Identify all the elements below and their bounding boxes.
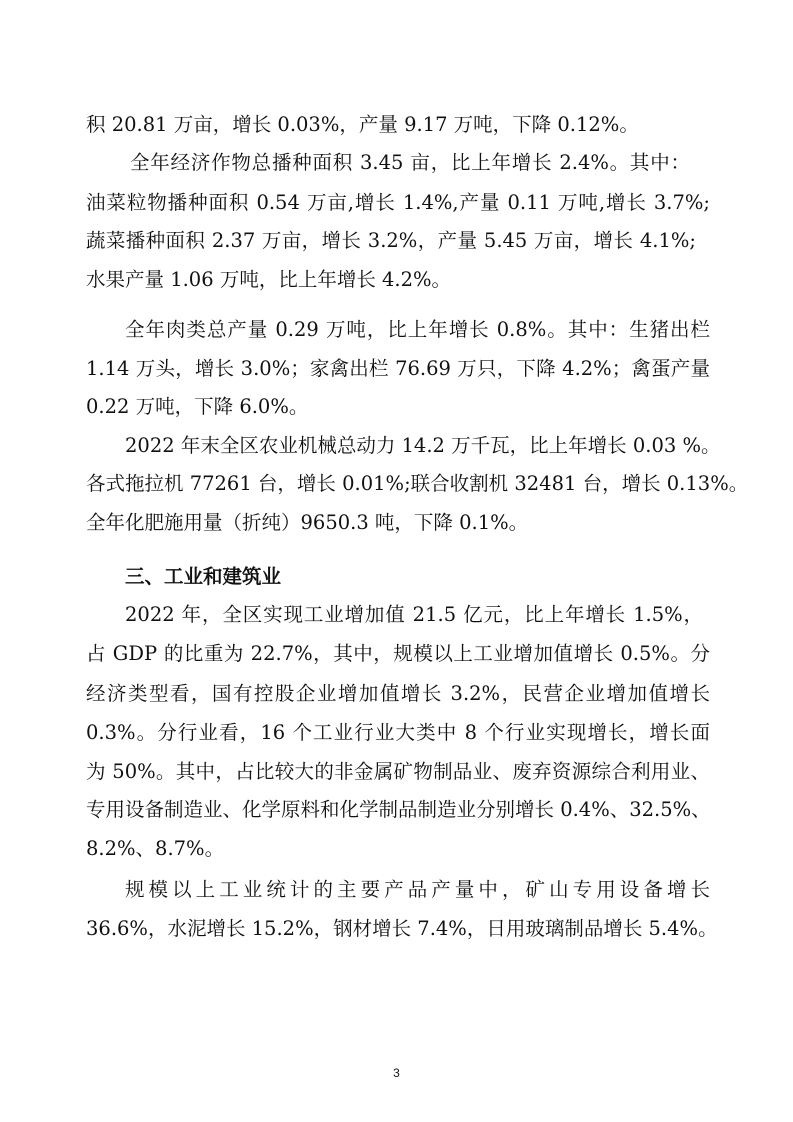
- paragraph-line: 蔬菜播种面积 2.37 万亩，增长 3.2%，产量 5.45 万亩，增长 4.1%;: [86, 229, 696, 252]
- paragraph-line: 水果产量 1.06 万吨，比上年增长 4.2%。: [86, 268, 452, 291]
- paragraph-line: 8.2%、8.7%。: [86, 837, 225, 860]
- paragraph-line: 全年肉类总产量 0.29 万吨，比上年增长 0.8%。其中：生猪出栏: [125, 318, 710, 341]
- paragraph-line: 积 20.81 万亩，增长 0.03%，产量 9.17 万吨，下降 0.12%。: [86, 113, 639, 136]
- paragraph-line: 1.14 万头，增长 3.0%；家禽出栏 76.69 万只，下降 4.2%；禽蛋产量: [86, 357, 710, 380]
- paragraph-line: 2022 年，全区实现工业增加值 21.5 亿元，比上年增长 1.5%，: [125, 603, 703, 626]
- paragraph-line: 各式拖拉机 77261 台，增长 0.01%;联合收割机 32481 台，增长 0.13%。: [86, 472, 749, 495]
- section-heading: 三、工业和建筑业: [125, 565, 282, 588]
- paragraph-line: 规模以上工业统计的主要产品产量中，矿山专用设备增长: [125, 878, 710, 901]
- page-number: 3: [393, 1066, 400, 1080]
- paragraph-line: 为 50%。其中，占比较大的非金属矿物制品业、废弃资源综合利用业、: [86, 760, 710, 783]
- paragraph-line: 经济类型看，国有控股企业增加值增长 3.2%，民营企业增加值增长: [86, 682, 710, 705]
- paragraph-line: 2022 年末全区农业机械总动力 14.2 万千瓦，比上年增长 0.03 %。: [125, 434, 721, 457]
- paragraph-line: 0.3%。分行业看，16 个工业行业大类中 8 个行业实现增长，增长面: [86, 721, 710, 744]
- paragraph-line: 占 GDP 的比重为 22.7%，其中，规模以上工业增加值增长 0.5%。分: [86, 642, 710, 665]
- paragraph-line: 36.6%，水泥增长 15.2%，钢材增长 7.4%，日用玻璃制品增长 5.4%。: [86, 917, 718, 940]
- paragraph-line: 全年经济作物总播种面积 3.45 亩，比上年增长 2.4%。其中：: [130, 151, 690, 174]
- paragraph-line: 油菜粒物播种面积 0.54 万亩,增长 1.4%,产量 0.11 万吨,增长 3.7%;: [86, 191, 710, 214]
- paragraph-line: 0.22 万吨，下降 6.0%。: [86, 395, 309, 418]
- paragraph-line: 专用设备制造业、化学原料和化学制品制造业分别增长 0.4%、32.5%、: [86, 798, 711, 821]
- paragraph-line: 全年化肥施用量（折纯）9650.3 吨，下降 0.1%。: [86, 511, 529, 534]
